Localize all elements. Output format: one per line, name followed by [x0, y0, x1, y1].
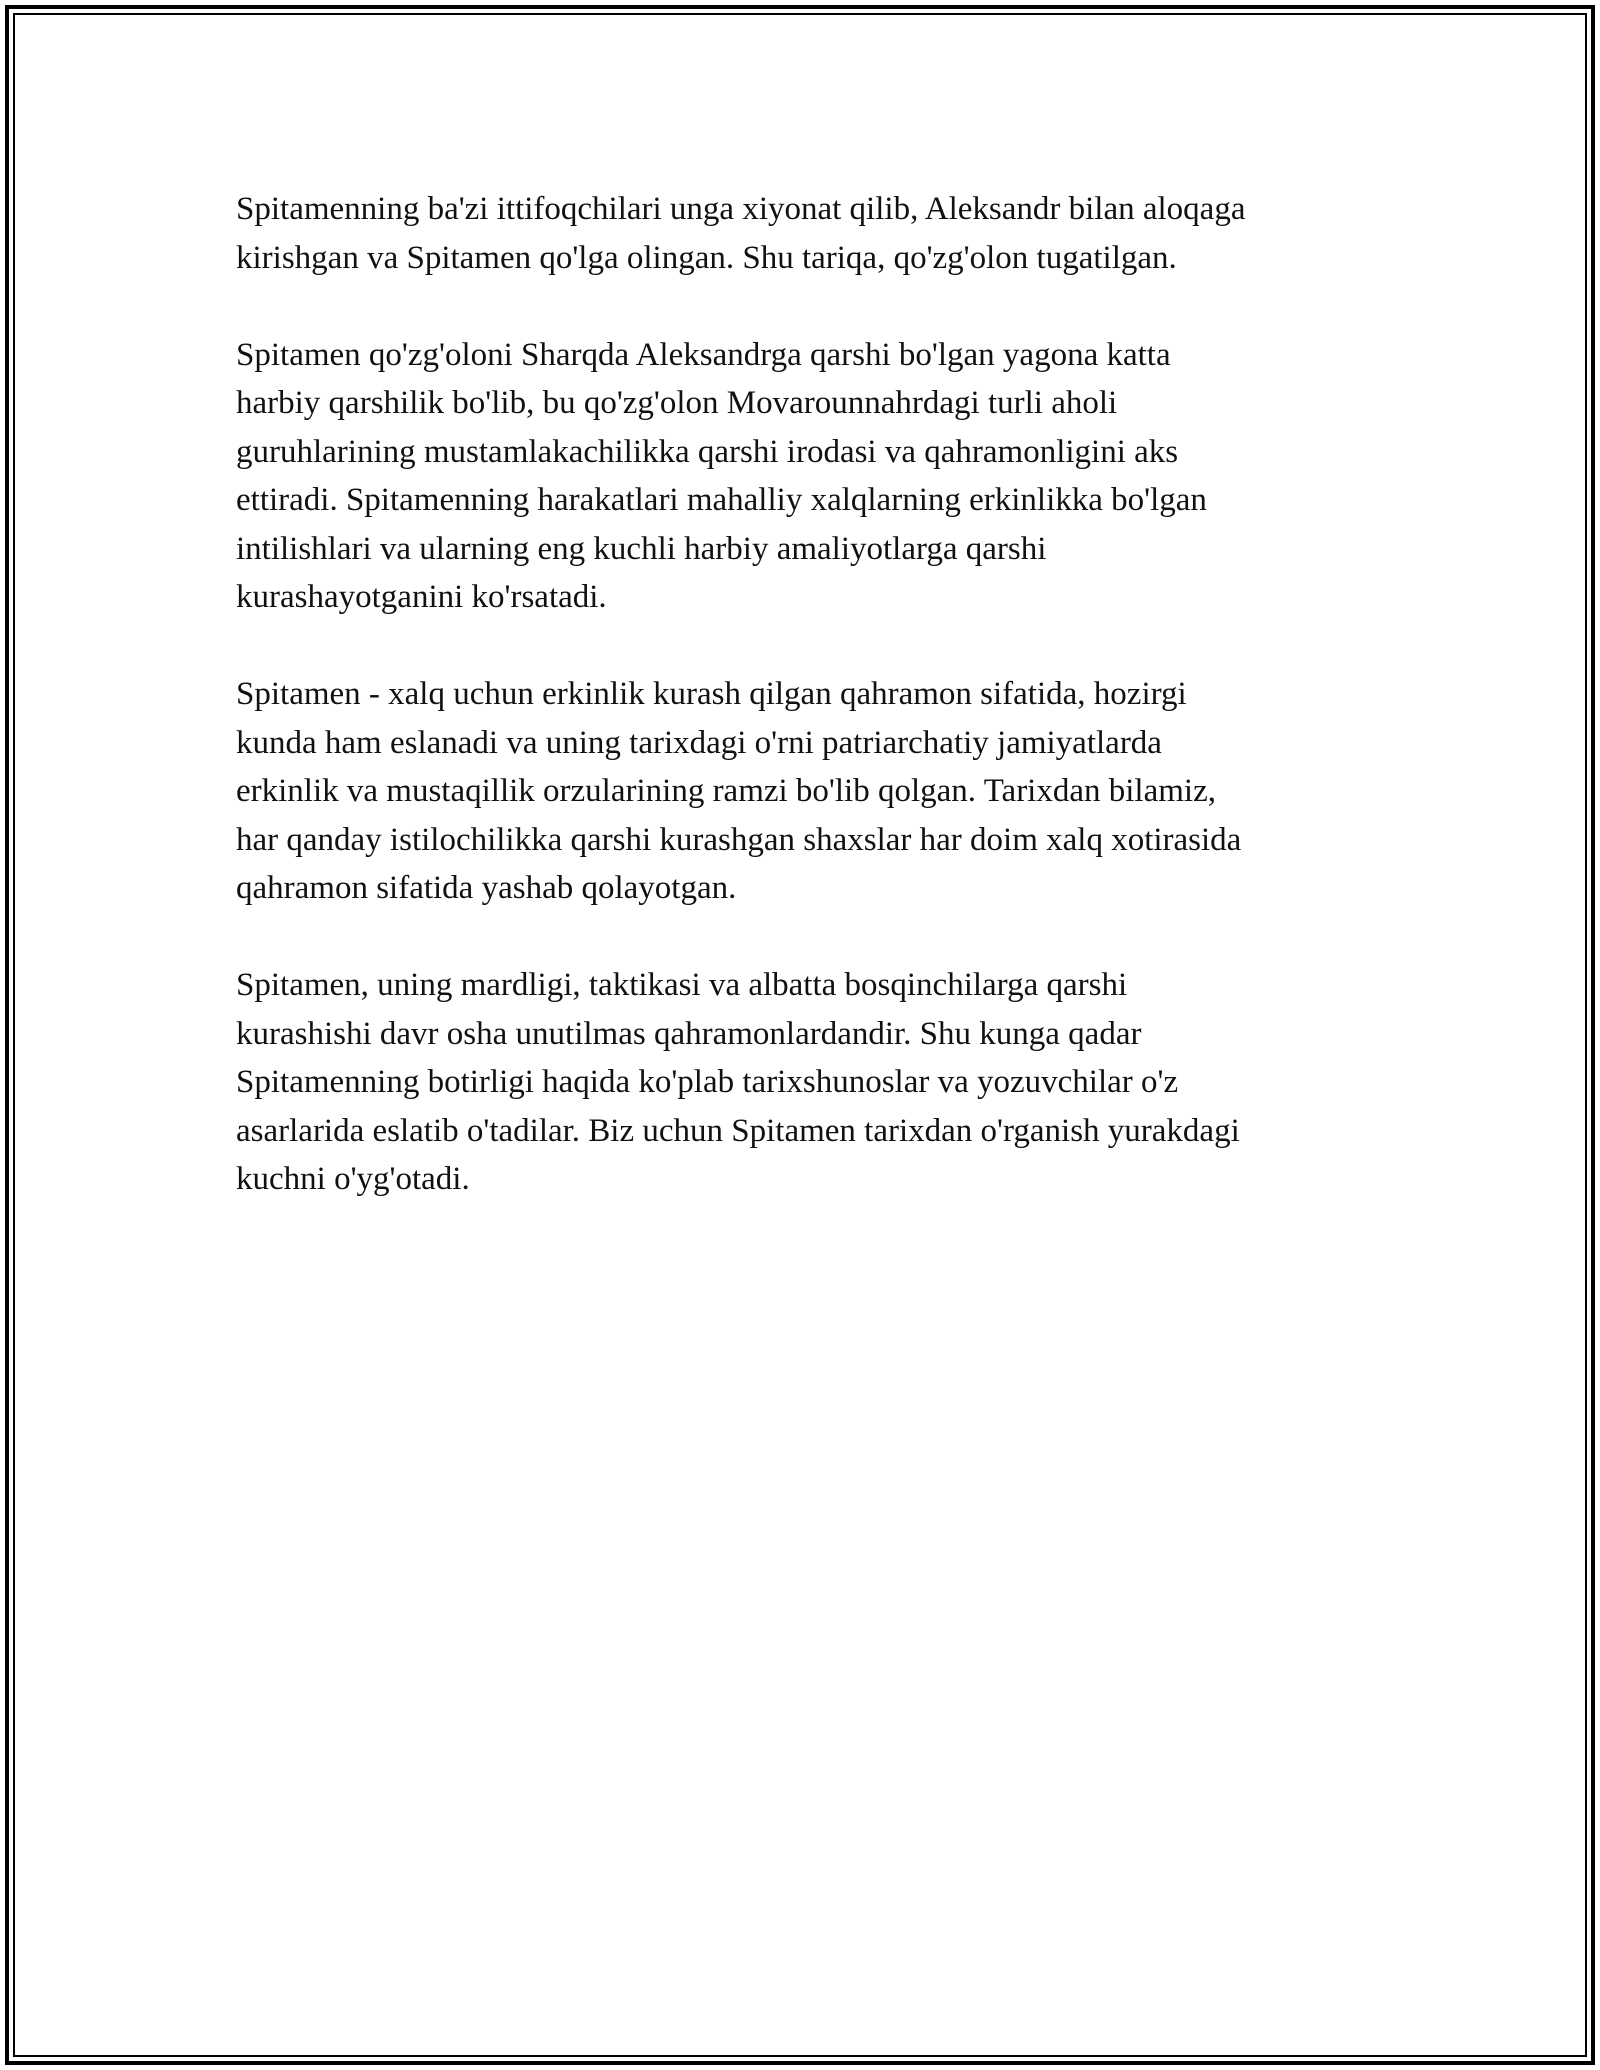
paragraph-1: Spitamenning ba'zi ittifoqchilari unga xiyonat qilib, Aleksandr bilan aloqaga kirishgan va Spitamen qo'lga olingan. Shu tariqa, qo'zg'olon tugatilgan.	[236, 191, 1246, 276]
paragraph-2: Spitamen qo'zg'oloni Sharqda Aleksandrga qarshi bo'lgan yagona katta harbiy qarshilik bo'lib, bu qo'zg'olon Movarounnahrdagi turli aholi guruhlarining mustamlakachilikka qarshi irodasi va qahramonligini aks ettiradi. Spitamenning harakatlari mahalliy xalqlarning erkinlikka bo'lgan intilishlari va ularning eng kuchli harbiy amaliyotlarga qarshi kurashayotganini ko'rsatadi.	[236, 336, 1207, 615]
paragraph-4: Spitamen, uning mardligi, taktikasi va albatta bosqinchilarga qarshi kurashishi davr osha unutilmas qahramonlardandir. Shu kunga qadar Spitamenning botirligi haqida ko'plab tarixshunoslar va yozuvchilar o'z asarlarida eslatib o'tadilar. Biz uchun Spitamen tarixdan o'rganish yurakdagi kuchni o'yg'otadi.	[236, 967, 1240, 1197]
paragraph-3: Spitamen - xalq uchun erkinlik kurash qilgan qahramon sifatida, hozirgi kunda ham eslanadi va uning tarixdagi o'rni patriarchatiy jamiyatlarda erkinlik va mustaqillik orzularining ramzi bo'lib qolgan. Tarixdan bilamiz, har qanday istilochilikka qarshi kurashgan shaxslar har doim xalq xotirasida qahramon sifatida yashab qolayotgan.	[236, 676, 1242, 906]
document-body	[236, 185, 1366, 1252]
